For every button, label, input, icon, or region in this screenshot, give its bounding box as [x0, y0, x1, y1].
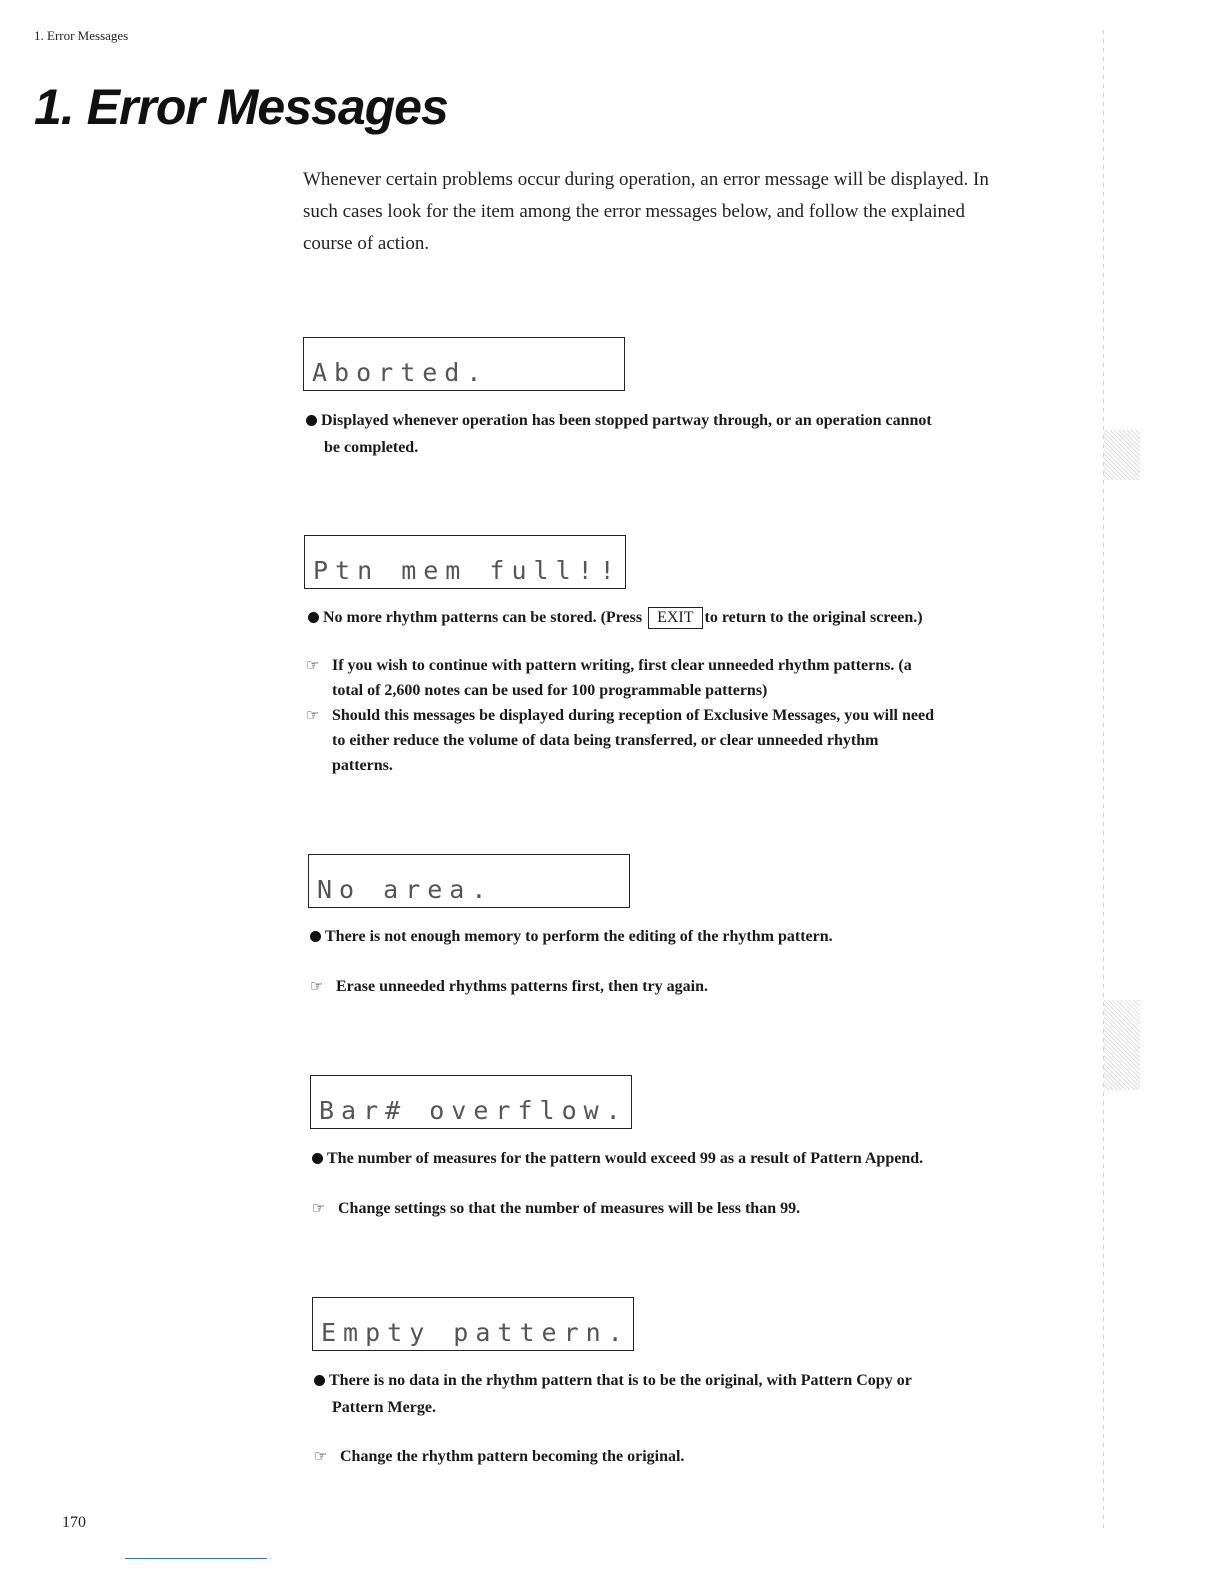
- margin-rule: [1103, 30, 1104, 1530]
- page-title: 1. Error Messages: [34, 79, 448, 135]
- action-text: Change the rhythm pattern becoming the original.: [340, 1448, 685, 1465]
- error-description: [306, 407, 1006, 461]
- running-head: 1. Error Messages: [34, 28, 129, 43]
- action-item: [312, 1196, 1018, 1221]
- lcd-text: No area.: [317, 875, 494, 904]
- description-text-cont: Pattern Merge.: [332, 1399, 436, 1416]
- bullet-icon: [310, 931, 321, 942]
- error-description: [312, 1145, 1012, 1172]
- action-item: [314, 1444, 1020, 1469]
- description-text: There is no data in the rhythm pattern that is to be the original, with Pattern Copy or: [329, 1372, 912, 1389]
- footer-rule: [125, 1558, 267, 1559]
- description-text: The number of measures for the pattern would exceed 99 as a result of Pattern Append.: [327, 1150, 924, 1167]
- action-text: Erase unneeded rhythms patterns first, then try again.: [336, 978, 708, 995]
- pointing-hand-icon: ☞: [314, 1447, 328, 1465]
- description-text-cont: be completed.: [324, 439, 419, 456]
- page-number: 170: [62, 1514, 86, 1531]
- scan-speck: [1104, 1000, 1140, 1090]
- lcd-text: Empty pattern.: [321, 1318, 630, 1347]
- error-description: [310, 923, 1010, 950]
- bullet-icon: [314, 1375, 325, 1386]
- bullet-icon: [308, 612, 319, 623]
- description-text: Displayed whenever operation has been stopped partway through, or an operation cannot: [321, 412, 932, 429]
- bullet-icon: [312, 1153, 323, 1164]
- action-item: [306, 653, 1012, 703]
- description-text-post: to return to the original screen.): [704, 609, 923, 626]
- action-text-cont: to either reduce the volume of data being transferred, or clear unneeded rhythm: [332, 732, 879, 749]
- lcd-text: Bar# overflow.: [319, 1096, 628, 1125]
- pointing-hand-icon: ☞: [312, 1199, 326, 1217]
- lcd-display-no-area: [308, 854, 630, 908]
- lcd-display-aborted: [303, 337, 625, 391]
- lcd-text: Ptn mem full!!: [313, 556, 622, 585]
- bullet-icon: [306, 415, 317, 426]
- lcd-display-ptn-mem-full: [304, 535, 626, 589]
- action-text-cont: patterns.: [332, 757, 393, 774]
- action-item: [310, 974, 1016, 999]
- description-text: No more rhythm patterns can be stored. (Press: [323, 609, 643, 626]
- scan-speck: [1104, 430, 1140, 480]
- pointing-hand-icon: ☞: [310, 977, 324, 995]
- action-text: Should this messages be displayed during reception of Exclusive Messages, you will need: [332, 707, 934, 724]
- lcd-text: Aborted.: [312, 358, 489, 387]
- action-text-cont: total of 2,600 notes can be used for 100 programmable patterns): [332, 682, 768, 699]
- intro-paragraph: Whenever certain problems occur during operation, an error message will be displayed. In such cases look for the item among the error messages below, and follow the explained course of action.: [303, 169, 989, 254]
- error-description: [314, 1367, 1014, 1421]
- exit-key-label: EXIT: [648, 607, 702, 629]
- action-item: [306, 703, 1012, 778]
- error-description: [308, 604, 1008, 631]
- pointing-hand-icon: ☞: [306, 656, 320, 674]
- description-text: There is not enough memory to perform the editing of the rhythm pattern.: [325, 928, 833, 945]
- pointing-hand-icon: ☞: [306, 706, 320, 724]
- lcd-display-bar-overflow: [310, 1075, 632, 1129]
- action-text: If you wish to continue with pattern writing, first clear unneeded rhythm patterns. (a: [332, 657, 912, 674]
- lcd-display-empty-pattern: [312, 1297, 634, 1351]
- action-text: Change settings so that the number of measures will be less than 99.: [338, 1200, 801, 1217]
